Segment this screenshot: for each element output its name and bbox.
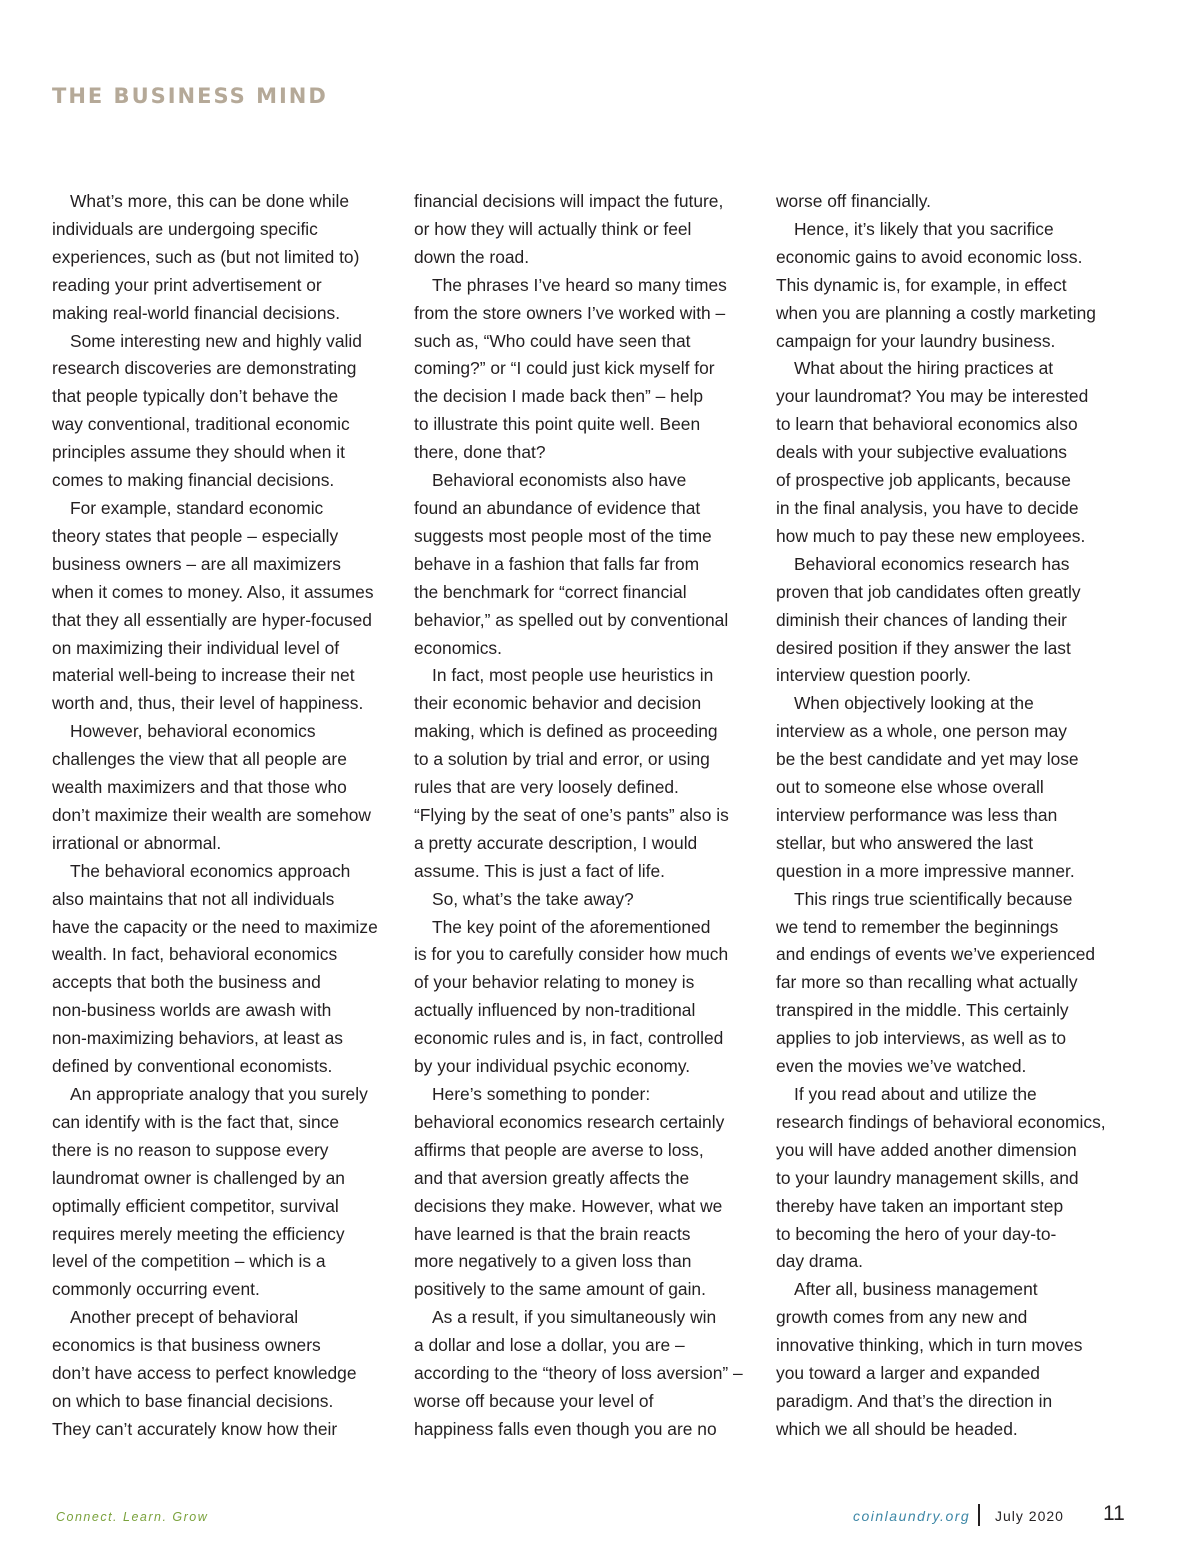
text-line: economic gains to avoid economic loss. [776,246,1083,267]
text-line: actually influenced by non-traditional [414,1000,696,1021]
text-line: financial decisions will impact the future, [414,191,724,211]
text-line: even the movies we’ve watched. [776,1056,1027,1077]
text-line: behavior,” as spelled out by conventional [414,609,729,630]
text-line: be the best candidate and yet may lose [776,749,1079,770]
text-line: rules that are very loosely defined. [414,777,679,798]
text-line: business owners – are all maximizers [52,553,341,574]
text-line: how much to pay these new employees. [776,525,1086,546]
text-line: applies to job interviews, as well as to [776,1028,1066,1049]
text-line: This dynamic is, for example, in effect [776,274,1067,295]
text-line: wealth maximizers and that those who [52,777,347,798]
text-line: on maximizing their individual level of [52,637,340,658]
text-line: worse off because your level of [414,1390,654,1411]
text-line: Some interesting new and highly valid [70,330,362,351]
text-line: happiness falls even though you are no [414,1418,717,1439]
page-number: 11 [1103,1502,1125,1525]
text-line: After all, business management [794,1279,1038,1300]
article-paragraph [776,690,1100,885]
text-line: proven that job candidates often greatly [776,581,1081,602]
text-line: research discoveries are demonstrating [52,358,357,379]
text-line: also maintains that not all individuals [52,888,335,909]
text-line: can identify with is the fact that, since [52,1111,340,1132]
text-line: have learned is that the brain reacts [414,1223,691,1244]
text-line: we tend to remember the beginnings [776,916,1059,937]
text-line: down the road. [414,246,530,267]
text-line: accepts that both the business and [52,972,321,993]
text-line: affirms that people are averse to loss, [414,1139,704,1160]
text-line: to learn that behavioral economics also [776,414,1078,435]
text-line: don’t maximize their wealth are somehow [52,804,371,825]
footer-divider [978,1504,980,1526]
text-line: a dollar and lose a dollar, you are – [414,1335,685,1356]
text-line: to illustrate this point quite well. Been [414,414,701,435]
article-column [776,188,1106,1448]
text-line: behavioral economics research certainly [414,1111,725,1132]
text-line: Another precept of behavioral [70,1307,299,1328]
article-paragraph [776,188,1100,216]
text-line: or how they will actually think or feel [414,218,692,239]
article-paragraph [776,886,1100,1081]
text-line: This rings true scientifically because [794,888,1073,909]
text-line: you toward a larger and expanded [776,1363,1040,1384]
issue-date: July 2020 [995,1508,1064,1524]
text-line: innovative thinking, which in turn moves [776,1335,1083,1356]
text-line: interview question poorly. [776,665,971,686]
text-line: economic rules and is, in fact, controlled [414,1028,724,1049]
text-line: when you are planning a costly marketing [776,302,1096,323]
text-line: stellar, but who answered the last [776,832,1034,853]
article-paragraph [414,1081,738,1304]
text-line: research findings of behavioral economics, [776,1111,1106,1132]
text-line: comes to making financial decisions. [52,470,335,491]
page-footer [0,1500,1200,1540]
article-body [52,188,1106,1448]
text-line: diminish their chances of landing their [776,609,1067,630]
text-line: in the final analysis, you have to decide [776,497,1079,518]
text-line: positively to the same amount of gain. [414,1279,706,1300]
footer-tagline: Connect. Learn. Grow [56,1510,209,1524]
text-line: and that aversion greatly affects the [414,1167,690,1188]
text-line: on which to base financial decisions. [52,1390,334,1411]
text-line: wealth. In fact, behavioral economics [52,944,338,965]
text-line: However, behavioral economics [70,721,316,742]
text-line: coming?” or “I could just kick myself for [414,358,715,379]
text-line: What about the hiring practices at [794,358,1054,379]
text-line: campaign for your laundry business. [776,330,1056,351]
text-line: according to the “theory of loss aversion” – [414,1363,743,1384]
text-line: desired position if they answer the last [776,637,1071,658]
article-column [52,188,376,1448]
text-line: experiences, such as (but not limited to) [52,246,360,267]
article-paragraph [52,188,376,328]
article-paragraph [52,495,376,718]
text-line: interview as a whole, one person may [776,721,1067,742]
article-paragraph [414,662,738,885]
text-line: economics is that business owners [52,1335,321,1356]
text-line: individuals are undergoing specific [52,218,318,239]
text-line: challenges the view that all people are [52,749,347,770]
text-line: non-maximizing behaviors, at least as [52,1028,343,1049]
text-line: As a result, if you simultaneously win [432,1307,717,1328]
text-line: which we all should be headed. [776,1418,1018,1439]
text-line: making real-world financial decisions. [52,302,341,323]
text-line: If you read about and utilize the [794,1084,1037,1104]
text-line: to a solution by trial and error, or using [414,749,710,770]
text-line: requires merely meeting the efficiency [52,1223,345,1244]
text-line: level of the competition – which is a [52,1251,326,1272]
text-line: worth and, thus, their level of happiness. [52,693,364,714]
text-line: When objectively looking at the [794,693,1034,714]
text-line: What’s more, this can be done while [70,191,350,211]
text-line: there is no reason to suppose every [52,1139,329,1160]
text-line: growth comes from any new and [776,1307,1028,1328]
text-line: economics. [414,637,502,658]
text-line: paradigm. And that’s the direction in [776,1390,1053,1411]
text-line: don’t have access to perfect knowledge [52,1363,357,1384]
text-line: there, done that? [414,442,546,463]
text-line: the decision I made back then” – help [414,386,704,407]
article-paragraph [776,551,1100,691]
article-paragraph [776,1276,1100,1443]
text-line: theory states that people – especially [52,525,339,546]
article-paragraph [52,328,376,495]
text-line: a pretty accurate description, I would [414,832,698,853]
article-paragraph [414,914,738,1081]
text-line: their economic behavior and decision [414,693,702,714]
text-line: you will have added another dimension [776,1139,1077,1160]
text-line: far more so than recalling what actually [776,972,1078,993]
text-line: They can’t accurately know how their [52,1418,338,1439]
text-line: optimally efficient competitor, survival [52,1195,339,1216]
text-line: by your individual psychic economy. [414,1056,691,1077]
text-line: defined by conventional economists. [52,1056,333,1077]
article-paragraph [414,1304,743,1444]
article-column [414,188,743,1448]
text-line: The phrases I’ve heard so many times [432,274,727,295]
article-paragraph [52,858,376,1081]
text-line: So, what’s the take away? [432,888,634,909]
text-line: more negatively to a given loss than [414,1251,692,1272]
text-line: non-business worlds are awash with [52,1000,332,1021]
article-paragraph [776,1081,1106,1276]
text-line: is for you to carefully consider how much [414,944,729,965]
text-line: when it comes to money. Also, it assumes [52,581,374,602]
text-line: from the store owners I’ve worked with – [414,302,726,323]
text-line: material well-being to increase their net [52,665,355,686]
article-paragraph [414,467,738,662]
article-paragraph [52,1304,376,1444]
article-paragraph [414,272,738,467]
text-line: Behavioral economics research has [794,553,1070,574]
text-line: of prospective job applicants, because [776,470,1071,491]
text-line: interview performance was less than [776,804,1058,825]
article-paragraph [414,188,738,272]
text-line: transpired in the middle. This certainly [776,1000,1069,1021]
text-line: your laundromat? You may be interested [776,386,1089,407]
text-line: have the capacity or the need to maximize [52,916,378,937]
article-paragraph [776,355,1100,550]
text-line: deals with your subjective evaluations [776,442,1067,463]
text-line: to your laundry management skills, and [776,1167,1079,1188]
text-line: An appropriate analogy that you surely [70,1084,368,1104]
text-line: Hence, it’s likely that you sacrifice [794,218,1054,239]
text-line: out to someone else whose overall [776,777,1044,798]
text-line: For example, standard economic [70,497,324,518]
text-line: behave in a fashion that falls far from [414,553,700,574]
text-line: principles assume they should when it [52,442,345,463]
text-line: worse off financially. [776,191,931,211]
text-line: The key point of the aforementioned [432,916,711,937]
text-line: Here’s something to ponder: [432,1084,651,1104]
text-line: reading your print advertisement or [52,274,322,295]
text-line: that people typically don’t behave the [52,386,339,407]
text-line: of your behavior relating to money is [414,972,695,993]
text-line: The behavioral economics approach [70,860,351,881]
text-line: Behavioral economists also have [432,470,687,491]
article-paragraph [414,886,738,914]
text-line: way conventional, traditional economic [52,414,350,435]
article-paragraph [52,718,376,858]
website-link[interactable]: coinlaundry.org [853,1508,971,1524]
text-line: the benchmark for “correct financial [414,581,687,602]
article-paragraph [52,1081,376,1304]
text-line: suggests most people most of the time [414,525,712,546]
text-line: question in a more impressive manner. [776,860,1075,881]
text-line: and endings of events we’ve experienced [776,944,1096,965]
text-line: laundromat owner is challenged by an [52,1167,345,1188]
text-line: day drama. [776,1251,863,1272]
text-line: “Flying by the seat of one’s pants” also is [414,804,729,825]
text-line: thereby have taken an important step [776,1195,1064,1216]
text-line: In fact, most people use heuristics in [432,665,714,686]
section-title: THE BUSINESS MIND [52,84,328,108]
text-line: decisions they make. However, what we [414,1195,723,1216]
text-line: irrational or abnormal. [52,832,222,853]
text-line: to becoming the hero of your day-to- [776,1223,1057,1244]
text-line: such as, “Who could have seen that [414,330,691,351]
article-paragraph [776,216,1100,356]
text-line: commonly occurring event. [52,1279,260,1300]
text-line: assume. This is just a fact of life. [414,860,665,881]
text-line: found an abundance of evidence that [414,497,701,518]
text-line: making, which is defined as proceeding [414,721,718,742]
text-line: that they all essentially are hyper-focused [52,609,372,630]
